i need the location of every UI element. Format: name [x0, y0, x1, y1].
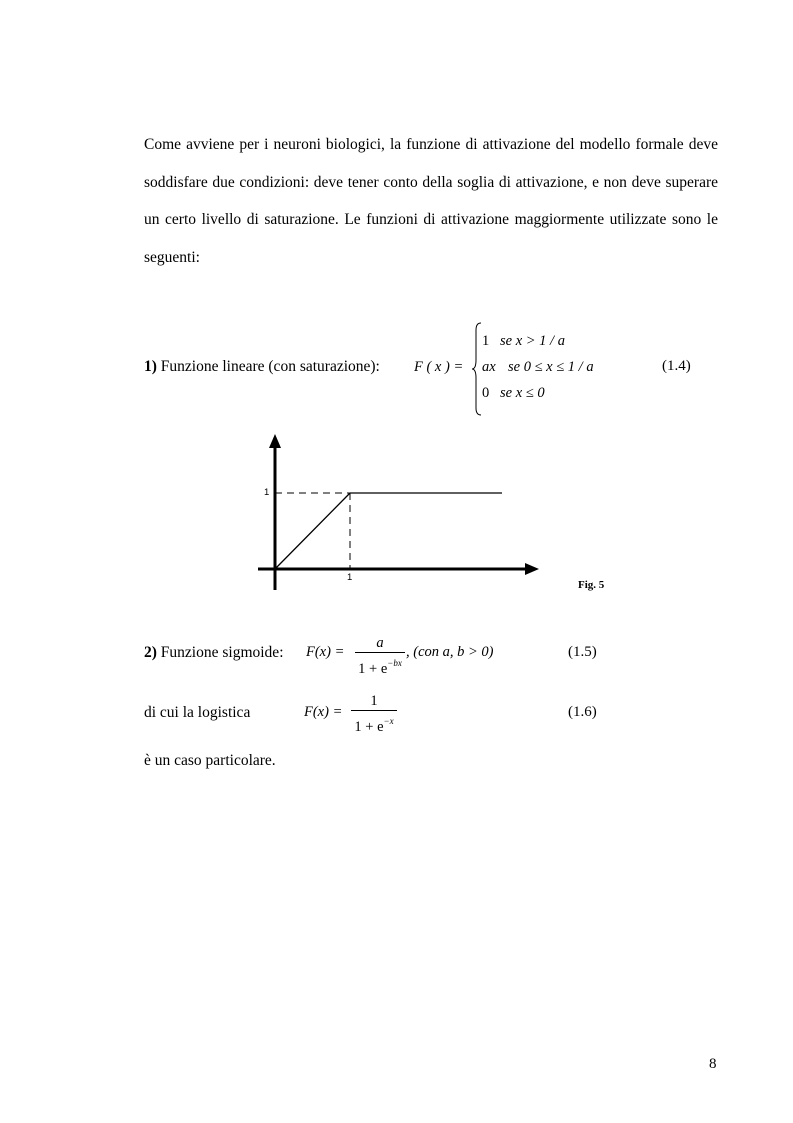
logistic-exponent: −x [383, 716, 394, 726]
case-2-expr: ax [482, 359, 496, 375]
intro-text: Come avviene per i neuroni biologici, la funzione di attivazione del modello formale deve soddisfare due condizioni: deve tener conto della soglia di attivazione, e non deve superare un certo livello di saturazione. Le funzioni di attivazione maggiormente utilizzate sono le seguenti: [144, 136, 718, 266]
item2-label [144, 644, 284, 662]
ramp-line [275, 493, 350, 569]
intro-paragraph [144, 126, 718, 276]
sigmoid-condition: , (con a, b > 0) [406, 644, 494, 660]
eq-number-1-6: (1.6) [568, 704, 597, 720]
logistic-denominator-base: 1 + e [354, 719, 384, 735]
figure-5 [250, 430, 550, 595]
closing-text: è un caso particolare. [144, 752, 276, 769]
logistic-fraction [351, 692, 397, 737]
item2-text: Funzione sigmoide: [156, 644, 284, 661]
case-1-cond: se x > 1 / a [500, 333, 565, 349]
eq-number-1-4: (1.4) [662, 358, 691, 374]
sigmoid-denominator [355, 653, 405, 679]
case-2-cond: se 0 ≤ x ≤ 1 / a [508, 359, 594, 375]
item1-number: 1) [144, 358, 157, 375]
case-3-cond: se x ≤ 0 [500, 385, 545, 401]
item1-label [144, 358, 380, 376]
page-number: 8 [709, 1056, 717, 1072]
x-axis-arrow [525, 563, 539, 575]
sigmoid-denominator-base: 1 + e [358, 661, 388, 677]
sigmoid-numerator: a [376, 635, 384, 651]
y-axis-arrow [269, 434, 281, 448]
sigmoid-exponent: −bx [387, 658, 402, 668]
item2-lhs: F(x) = [306, 644, 345, 660]
item1-lhs: F ( x ) = [414, 359, 464, 375]
x-tick-label: 1 [347, 572, 353, 583]
logistic-denominator [351, 711, 397, 737]
item1-text: Funzione lineare (con saturazione): [156, 358, 380, 375]
item2-number: 2) [144, 644, 157, 661]
y-tick-label: 1 [264, 487, 270, 498]
figure-caption: Fig. 5 [578, 579, 605, 591]
item3-lhs: F(x) = [304, 704, 343, 720]
sigmoid-fraction [355, 634, 405, 679]
item3-label: di cui la logistica [144, 704, 251, 721]
eq-number-1-5: (1.5) [568, 644, 597, 660]
case-3 [482, 385, 489, 402]
logistic-numerator: 1 [370, 693, 378, 709]
case-1-expr: 1 [482, 333, 490, 349]
case-1 [482, 333, 489, 350]
case-3-expr: 0 [482, 385, 490, 401]
